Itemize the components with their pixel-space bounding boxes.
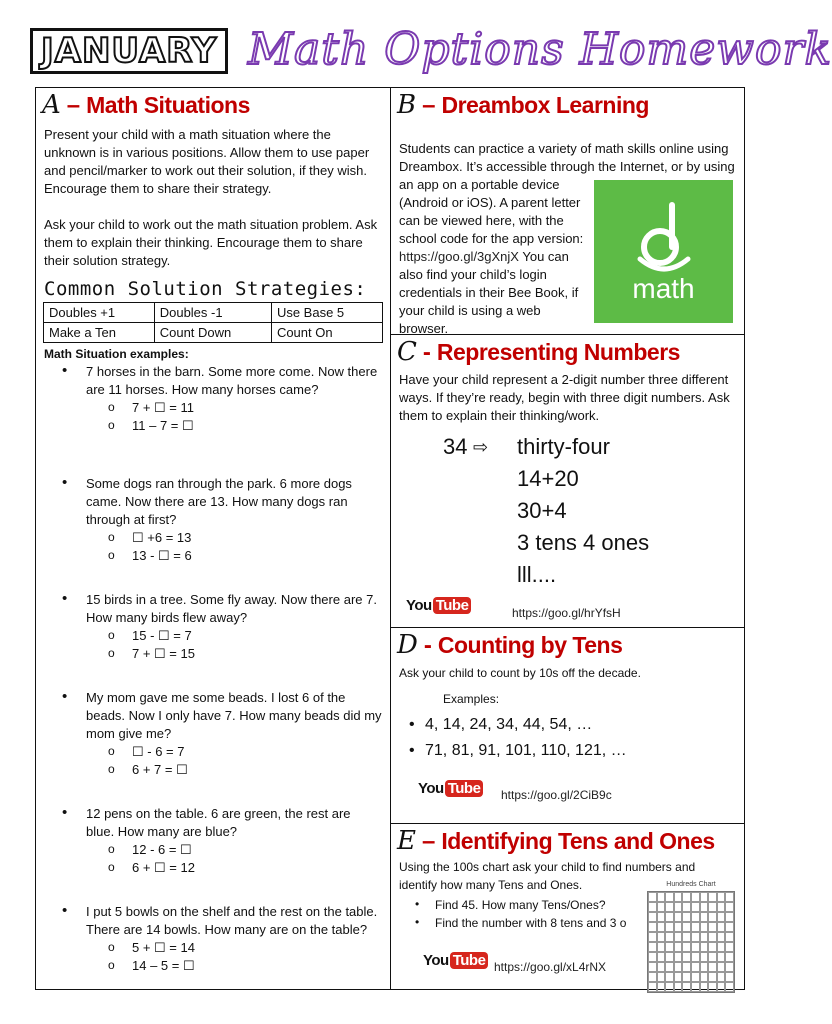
example-text: Some dogs ran through the park. 6 more dogs came. Now there are 13. How many dogs ran through at first? [86,476,352,527]
youtube-logo[interactable] [423,952,488,969]
list-item [86,363,390,435]
equation: o 15 - ☐ = 7 [132,627,382,645]
equation: o 6 + ☐ = 12 [132,859,382,877]
section-dash: – [422,92,436,119]
section-a-para2: Ask your child to work out the math situation problem. Ask them to explain their thinking. Encourage them to share their solution strategy. [44,217,378,268]
month-label: JANUARY [41,31,218,71]
counting-examples [391,712,744,764]
form-item: thirty-four [517,434,610,459]
form-item: lll.... [517,562,557,587]
table-row [44,303,383,323]
youtube-tube: Tube [433,597,472,614]
equation: o 7 + ☐ = 15 [132,645,382,663]
equation: o 14 – 5 = ☐ [132,957,382,975]
equation: o ☐ +6 = 13 [132,529,382,547]
video-link[interactable]: https://goo.gl/xL4rNX [494,960,607,974]
right-column [391,88,744,989]
section-title: Representing Numbers [436,339,680,365]
form-item: 14+20 [517,466,579,491]
section-d [391,628,744,824]
list-item [86,805,390,877]
forms-list [517,431,649,591]
section-b-body-rest: You can also find your child’s login credentials in their Bee Book, if your child is using a web browser. [399,249,579,336]
section-letter: E [397,826,416,856]
representations [391,431,744,591]
youtube-tube: Tube [450,952,489,969]
strategies-table [43,302,383,343]
list-item [86,591,390,663]
section-b-body [399,176,584,338]
equation: o 7 + ☐ = 11 [132,399,382,417]
examples-label: Examples: [443,692,500,706]
youtube-you: You [423,952,449,969]
section-c-para: Have your child represent a 2-digit number three different ways. If they’re ready, begin with three digit numbers. Ask them to explain their thinking/work. [399,372,730,423]
section-title: Identifying Tens and Ones [441,828,715,854]
section-a-para1: Present your child with a math situation where the unknown is in various positions. Allow them to use paper and pencil/marker to work out their solution, if they wish. Encourage them to share their strategy. [44,127,370,196]
example-text: My mom gave me some beads. I lost 6 of the beads. Now I only have 7. How many beads did my mom give me? [86,690,382,741]
section-c [391,335,744,628]
equation: o 5 + ☐ = 14 [132,939,382,957]
section-letter: B [397,90,417,120]
list-item [86,475,390,565]
list-item [86,689,390,779]
list-item [86,903,390,975]
dreambox-math-logo [594,180,733,323]
equation: o ☐ - 6 = 7 [132,743,382,761]
table-row [44,323,383,343]
section-letter: D [397,630,418,660]
example-text: I put 5 bowls on the shelf and the rest on the table. There are 14 bowls. How many are on the table? [86,904,378,937]
table-cell: Use Base 5 [271,303,382,323]
section-title: Math Situations [86,92,250,118]
example-text: 7 horses in the barn. Some more come. Now there are 11 horses. How many horses came? [86,364,378,397]
section-a-heading [36,90,390,120]
section-b-heading [391,90,744,120]
section-dash: - [423,632,432,659]
hundreds-grid [647,891,735,993]
section-b-intro: Students can practice a variety of math skills online using Dreambox. It’s accessible through the Internet, or by using [399,141,735,174]
section-d-heading [391,630,744,660]
logo-text: math [632,273,695,304]
hundreds-chart-image [646,881,736,981]
form-item: 3 tens 4 ones [517,530,650,555]
section-d-para: Ask your child to count by 10s off the decade. [399,666,641,680]
form-item: 30+4 [517,498,567,523]
video-link[interactable]: https://goo.gl/2CiB9c [501,788,612,802]
section-dash: – [66,92,81,119]
equation: o 11 – 7 = ☐ [132,417,382,435]
examples-list [36,363,390,975]
youtube-logo[interactable] [418,780,483,797]
list-item: • Find the number with 8 tens and 3 o [435,914,744,932]
equation: o 6 + 7 = ☐ [132,761,382,779]
section-e-para: Using the 100s chart ask your child to find numbers and identify how many Tens and Ones. [399,860,696,892]
section-dash: - [422,339,431,366]
homework-grid [35,87,745,990]
arrow-icon: ⇨ [473,437,489,457]
equation: o 12 - 6 = ☐ [132,841,382,859]
section-title: Counting by Tens [437,632,623,658]
section-a [36,88,391,989]
section-letter: A [42,90,61,120]
table-cell: Count Down [154,323,271,343]
section-e-heading [391,826,744,856]
table-cell: Doubles +1 [44,303,155,323]
dreambox-d-icon [634,201,694,273]
list-item: • 71, 81, 91, 101, 110, 121, … [425,738,744,764]
section-c-heading [391,337,744,367]
section-title: Dreambox Learning [441,92,649,118]
month-banner [30,28,228,74]
youtube-you: You [406,597,432,614]
youtube-tube: Tube [445,780,484,797]
chart-caption: Hundreds Chart [666,881,716,888]
page-header [30,24,832,80]
section-dash: – [421,828,436,855]
section-b [391,88,744,335]
table-cell: Doubles -1 [154,303,271,323]
list-item: • 4, 14, 24, 34, 44, 54, … [425,712,744,738]
table-cell: Count On [271,323,382,343]
equation: o 13 - ☐ = 6 [132,547,382,565]
examples-heading: Math Situation examples: [44,347,189,361]
section-e [391,824,744,989]
section-b-body-text: an app on a portable device (Android or iOS). A parent letter can be viewed here, with the school code for the app version: [399,177,584,246]
video-link[interactable]: https://goo.gl/hrYfsH [512,606,621,620]
youtube-you: You [418,780,444,797]
youtube-logo[interactable] [406,597,471,614]
strategies-heading: Common Solution Strategies: [44,278,367,300]
number-value: 34 [443,434,468,459]
table-cell: Make a Ten [44,323,155,343]
example-text: 15 birds in a tree. Some fly away. Now there are 7. How many birds flew away? [86,592,377,625]
example-text: 12 pens on the table. 6 are green, the rest are blue. How many are blue? [86,806,351,839]
section-letter: C [397,337,417,367]
list-item: • Find 45. How many Tens/Ones? [435,896,744,914]
parent-letter-link[interactable]: https://goo.gl/3gXnjX [399,249,519,264]
page-title: Math Options Homework [248,24,832,75]
